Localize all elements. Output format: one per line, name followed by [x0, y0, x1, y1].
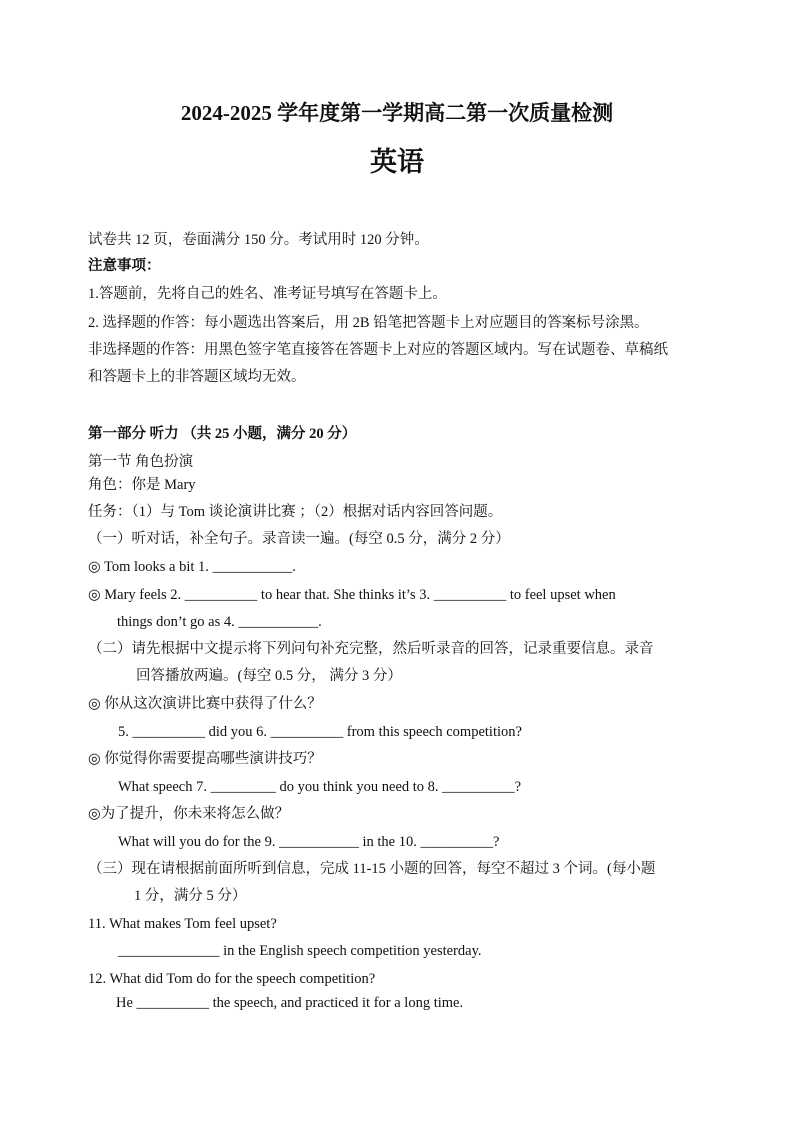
- sub3-instruction-line-2: 1 分，满分 5 分）: [134, 888, 247, 904]
- question-11: 11. What makes Tom feel upset?: [88, 916, 277, 932]
- task-line: 任务：（1）与 Tom 谈论演讲比赛 ；（2）根据对话内容回答问题。: [88, 504, 503, 520]
- notes-heading: 注意事项：: [88, 258, 161, 274]
- sub2-question-3-cn: ◎为了提升，你未来将怎么做？: [88, 806, 290, 822]
- subject-title: 英语: [370, 147, 424, 177]
- question-12-answer-line: He __________ the speech, and practiced it for a long time.: [116, 995, 464, 1011]
- note-item-2-line-1: 2. 选择题的作答：每小题选出答案后，用 2B 铅笔把答题卡上对应题目的答案标号涂黑。: [88, 315, 649, 331]
- sub2-question-2-cn: ◎ 你觉得你需要提高哪些演讲技巧？: [88, 751, 322, 767]
- question-12: 12. What did Tom do for the speech competition?: [88, 971, 376, 987]
- question-2-line-1: ◎ Mary feels 2. __________ to hear that. She thinks it’s 3. __________ to feel upset when: [88, 587, 616, 603]
- question-11-answer-line: ______________ in the English speech competition yesterday.: [118, 943, 482, 959]
- section1-heading: 第一节 角色扮演: [88, 454, 194, 470]
- sub2-question-2-en: What speech 7. _________ do you think you need to 8. __________?: [118, 779, 522, 795]
- question-2-line-2: things don’t go as 4. ___________.: [117, 614, 322, 630]
- note-item-1: 1.答题前，先将自己的姓名、准考证号填写在答题卡上。: [88, 286, 447, 302]
- note-item-2-line-2: 非选择题的作答：用黑色签字笔直接答在答题卡上对应的答题区域内。写在试题卷、草稿纸: [88, 342, 668, 358]
- exam-info: 试卷共 12 页，卷面满分 150 分。考试用时 120 分钟。: [88, 232, 429, 248]
- sub2-question-1-en: 5. __________ did you 6. __________ from this speech competition?: [118, 724, 522, 740]
- sub2-question-1-cn: ◎ 你从这次演讲比赛中获得了什么？: [88, 696, 322, 712]
- note-item-2-line-3: 和答题卡上的非答题区域均无效。: [88, 369, 306, 385]
- part1-heading: 第一部分 听力 （共 25 小题，满分 20 分）: [88, 426, 357, 442]
- exam-title: 2024-2025 学年度第一学期高二第一次质量检测: [180, 101, 614, 125]
- sub2-instruction-line-1: （二）请先根据中文提示将下列问句补充完整，然后听录音的回答，记录重要信息。录音: [88, 641, 654, 657]
- sub3-instruction-line-1: （三）现在请根据前面所听到信息，完成 11-15 小题的回答，每空不超过 3 个词。(每小题: [88, 861, 656, 877]
- sub1-instruction: （一）听对话，补全句子。录音读一遍。(每空 0.5 分，满分 2 分）: [88, 531, 510, 547]
- question-1: ◎ Tom looks a bit 1. ___________.: [88, 559, 296, 575]
- sub2-question-3-en: What will you do for the 9. ___________ in the 10. __________?: [118, 834, 500, 850]
- role-line: 角色：你是 Mary: [88, 477, 196, 493]
- sub2-instruction-line-2: 回答播放两遍。(每空 0.5 分， 满分 3 分）: [136, 668, 402, 684]
